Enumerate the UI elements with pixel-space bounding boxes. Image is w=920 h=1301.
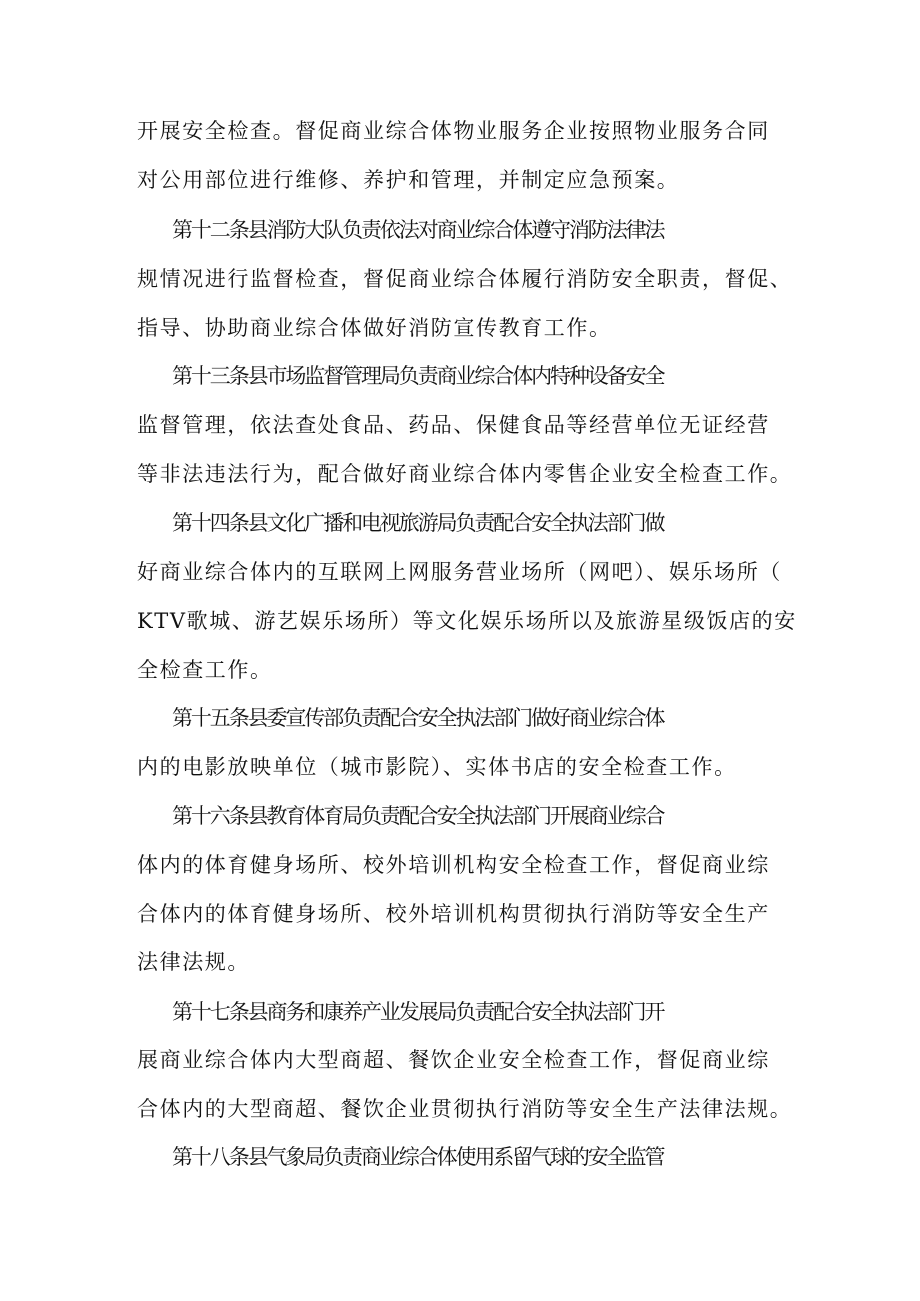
text-line: 展商业综合体内大型商超、餐饮企业安全检查工作，督促商业综 xyxy=(137,1048,770,1072)
text-line: 第十八条县气象局负责商业综合体使用系留气球的安全监管 xyxy=(172,1145,664,1169)
text-line: 法律法规。 xyxy=(137,950,250,974)
text-line: 合体内的体育健身场所、校外培训机构贯彻执行消防等安全生产 xyxy=(137,902,770,926)
text-line: 第十五条县委宣传部负责配合安全执法部门做好商业综合体 xyxy=(172,706,664,730)
text-line: 内的电影放映单位（城市影院）、实体书店的安全检查工作。 xyxy=(137,755,737,779)
text-line: 合体内的大型商超、餐饮企业贯彻执行消防等安全生产法律法规。 xyxy=(137,1097,793,1121)
text-line: 第十三条县市场监督管理局负责商业综合体内特种设备安全 xyxy=(172,364,664,388)
text-line: KTV歌城、游艺娱乐场所）等文化娱乐场所以及旅游星级饭店的安 xyxy=(137,609,797,633)
text-line: 体内的体育健身场所、校外培训机构安全检查工作，督促商业综 xyxy=(137,853,770,877)
text-line: 好商业综合体内的互联网上网服务营业场所（网吧）、娱乐场所（ xyxy=(137,560,782,584)
text-line: 全检查工作。 xyxy=(137,658,273,682)
text-line: 第十七条县商务和康养产业发展局负责配合安全执法部门开 xyxy=(172,1000,664,1024)
text-line: 监督管理，依法查处食品、药品、保健食品等经营单位无证经营 xyxy=(137,413,770,437)
text-line: 规情况进行监督检查，督促商业综合体履行消防安全职责，督促、 xyxy=(137,267,793,291)
text-line: 第十二条县消防大队负责依法对商业综合体遵守消防法律法 xyxy=(172,218,664,242)
text-line: 对公用部位进行维修、养护和管理，并制定应急预案。 xyxy=(137,168,680,192)
text-line: 等非法违法行为，配合做好商业综合体内零售企业安全检查工作。 xyxy=(137,462,793,486)
text-line: 第十四条县文化广播和电视旅游局负责配合安全执法部门做 xyxy=(172,511,664,535)
text-line: 第十六条县教育体育局负责配合安全执法部门开展商业综合 xyxy=(172,804,664,828)
text-line: 开展安全检查。督促商业综合体物业服务企业按照物业服务合同 xyxy=(137,119,770,143)
text-line: 指导、协助商业综合体做好消防宣传教育工作。 xyxy=(137,316,612,340)
